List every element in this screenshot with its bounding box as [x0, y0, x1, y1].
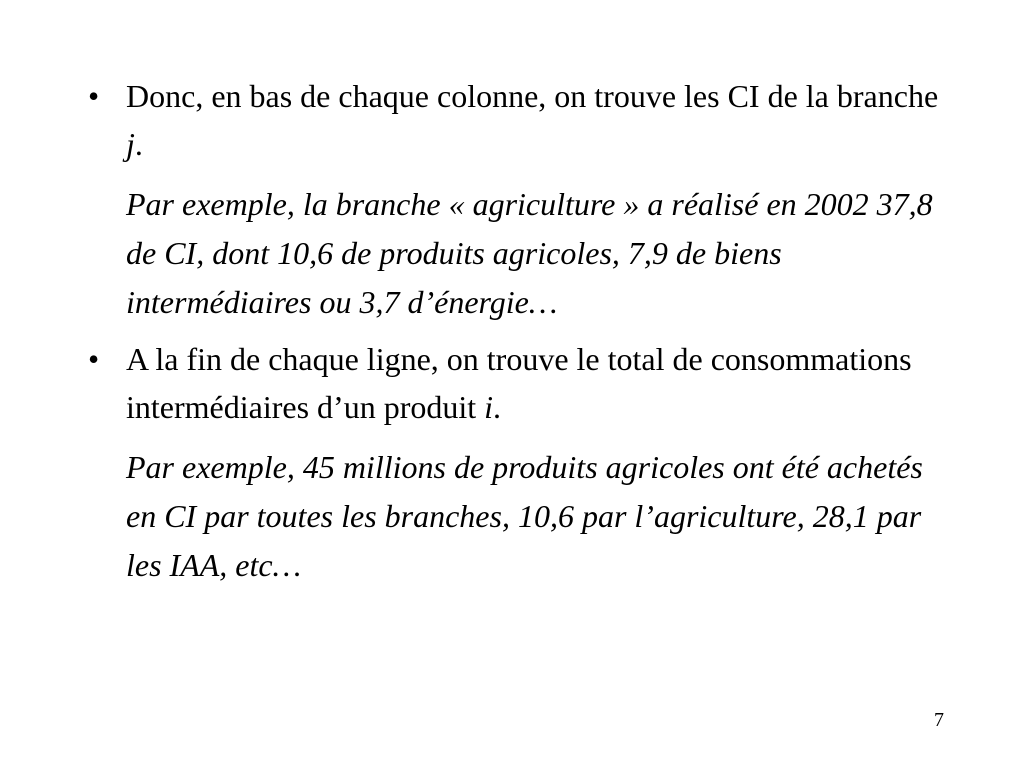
bullet-text: Donc, en bas de chaque colonne, on trouve les CI de la branche [126, 78, 939, 114]
bullet-end: . [493, 389, 502, 425]
variable-j: j [126, 126, 135, 162]
page-number: 7 [934, 709, 944, 731]
example-agriculture: Par exemple, la branche « agriculture » a réalisé en 2002 37,8 de CI, dont 10,6 de produits agricoles, 7,9 de biens intermédiaires ou 3,7 d’énergie… [126, 186, 933, 320]
bullet-icon: • [88, 341, 100, 377]
bullet-text: A la fin de chaque ligne, on trouve le total de consommations intermédiaires d’un produit [126, 341, 912, 425]
example-agricultural-products: Par exemple, 45 millions de produits agricoles ont été achetés en CI par toutes les branches, 10,6 par l’agriculture, 28,1 par les IAA, etc… [126, 449, 923, 583]
bullet-point-columns [88, 72, 958, 168]
slide-body [88, 72, 958, 598]
bullet-point-rows [88, 335, 958, 431]
bullet-end: . [134, 126, 143, 162]
bullet-icon: • [88, 78, 100, 114]
variable-i: i [484, 389, 494, 425]
